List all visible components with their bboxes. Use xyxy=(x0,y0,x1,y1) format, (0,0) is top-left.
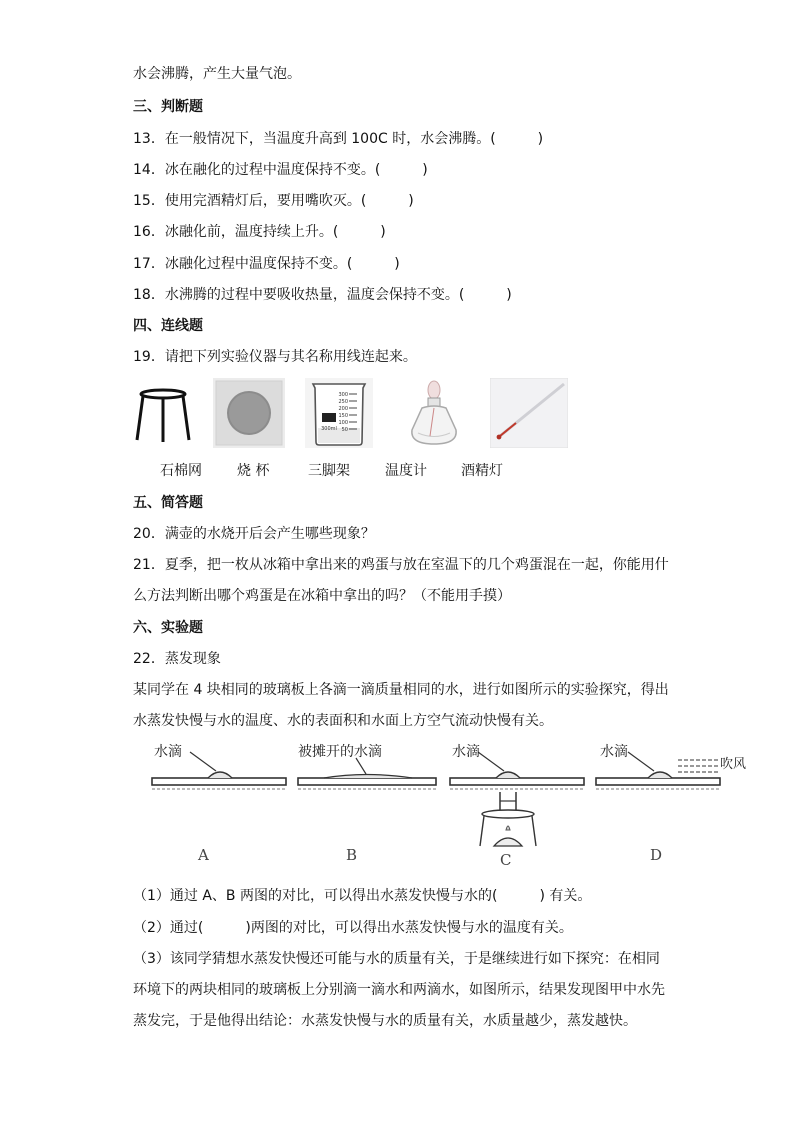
experiment-figure-c xyxy=(448,738,588,868)
figure-a-label: 水滴 xyxy=(154,744,182,760)
beaker-mark: 200 xyxy=(338,406,348,412)
sub-question-2: （2）通过( )两图的对比，可以得出水蒸发快慢与水的温度有关。 xyxy=(133,920,573,936)
figure-a-letter: A xyxy=(198,846,209,864)
question-13: 13．在一般情况下，当温度升高到 100C 时，水会沸腾。( ) xyxy=(133,131,544,147)
sub-question-1: （1）通过 A、B 两图的对比，可以得出水蒸发快慢与水的( ) 有关。 xyxy=(133,888,592,904)
figure-b-letter: B xyxy=(346,846,358,864)
figure-b-label: 被摊开的水滴 xyxy=(298,744,382,760)
instrument-caption: 烧 杯 xyxy=(237,463,270,479)
figure-d-letter: D xyxy=(650,846,663,864)
question-18: 18．水沸腾的过程中要吸收热量，温度会保持不变。( ) xyxy=(133,287,512,303)
experiment-figure-a xyxy=(150,738,290,868)
beaker-mark: 150 xyxy=(338,413,348,419)
question-19: 19．请把下列实验仪器与其名称用线连起来。 xyxy=(133,349,417,365)
section-heading-5: 五、简答题 xyxy=(133,495,203,511)
question-16: 16．冰融化前，温度持续上升。( ) xyxy=(133,224,386,240)
instrument-caption: 三脚架 xyxy=(308,463,350,479)
question-20: 20．满壶的水烧开后会产生哪些现象？ xyxy=(133,526,375,542)
beaker-mark: 250 xyxy=(338,399,348,405)
tripod-image xyxy=(133,378,193,448)
figure-d-label: 水滴 xyxy=(600,744,628,760)
sub-question-3: （3）该同学猜想水蒸发快慢还可能与水的质量有关，于是继续进行如下探究：在相同 xyxy=(133,951,660,967)
instrument-caption: 石棉网 xyxy=(160,463,202,479)
beaker-mark: 50 xyxy=(341,427,348,433)
section-heading-6: 六、实验题 xyxy=(133,620,203,636)
sub-question-3-cont: 环境下的两块相同的玻璃板上分别滴一滴水和两滴水，如图所示，结果发现图甲中水先 xyxy=(133,982,665,998)
question-22-desc: 某同学在 4 块相同的玻璃板上各滴一滴质量相同的水，进行如图所示的实验探究，得出 xyxy=(133,682,669,698)
experiment-figure-b xyxy=(296,738,441,868)
figure-c-label: 水滴 xyxy=(452,744,480,760)
beaker-mark: 300 xyxy=(338,392,348,398)
beaker-mark: 100 xyxy=(338,420,348,426)
figure-c-letter: C xyxy=(500,851,512,868)
thermometer-image xyxy=(490,378,568,448)
beaker-volume-label: 300ml xyxy=(321,426,337,432)
question-17: 17．冰融化过程中温度保持不变。( ) xyxy=(133,256,400,272)
question-22: 22．蒸发现象 xyxy=(133,651,221,667)
text-line: 水会沸腾，产生大量气泡。 xyxy=(133,66,301,82)
experiment-figure-d xyxy=(594,738,754,868)
question-21-cont: 么方法判断出哪个鸡蛋是在冰箱中拿出的吗？（不能用手摸） xyxy=(133,588,511,604)
alcohol-lamp-image xyxy=(400,378,468,448)
sub-question-3-cont2: 蒸发完，于是他得出结论：水蒸发快慢与水的质量有关，水质量越少，蒸发越快。 xyxy=(133,1013,637,1029)
question-22-desc-cont: 水蒸发快慢与水的温度、水的表面积和水面上方空气流动快慢有关。 xyxy=(133,713,553,729)
question-14: 14．冰在融化的过程中温度保持不变。( ) xyxy=(133,162,428,178)
instrument-caption: 酒精灯 xyxy=(461,463,503,479)
instrument-caption: 温度计 xyxy=(385,463,427,479)
section-heading-3: 三、判断题 xyxy=(133,99,203,115)
section-heading-4: 四、连线题 xyxy=(133,318,203,334)
figure-d-wind-label: 吹风 xyxy=(720,757,747,772)
asbestos-net-image xyxy=(213,378,285,448)
question-15: 15．使用完酒精灯后，要用嘴吹灭。( ) xyxy=(133,193,414,209)
beaker-image xyxy=(305,378,373,448)
question-21: 21．夏季，把一枚从冰箱中拿出来的鸡蛋与放在室温下的几个鸡蛋混在一起，你能用什 xyxy=(133,557,669,573)
